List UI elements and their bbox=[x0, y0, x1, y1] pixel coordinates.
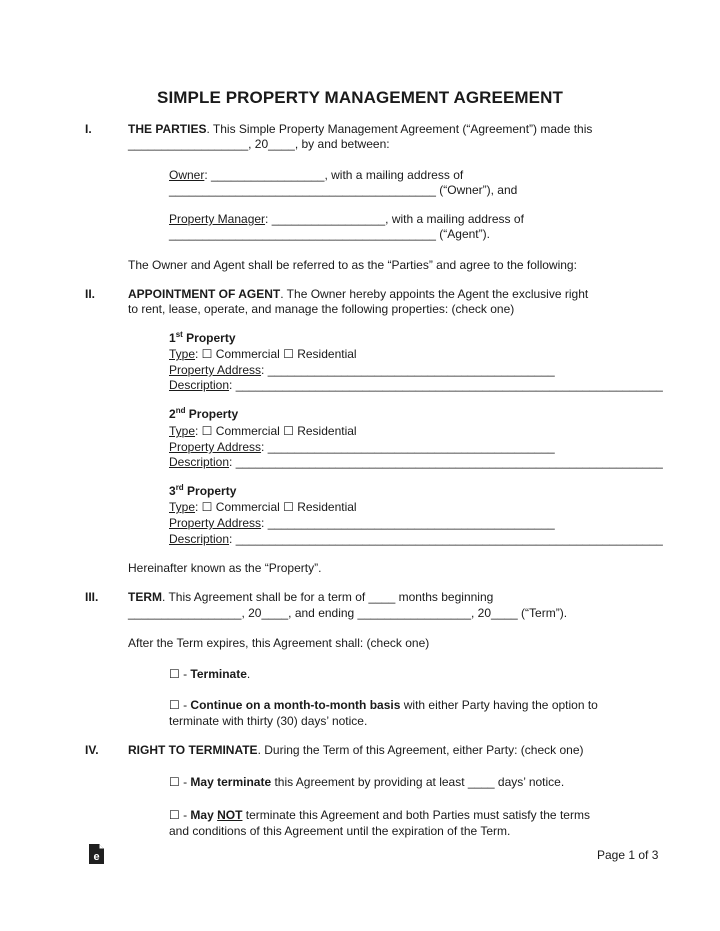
property-heading: 1st Property bbox=[169, 330, 236, 345]
eforms-logo-icon bbox=[87, 843, 105, 865]
property-type: Type: ☐ Commercial ☐ Residential bbox=[169, 424, 357, 438]
section-terminate-line1 bbox=[128, 743, 584, 758]
property-type: Type: ☐ Commercial ☐ Residential bbox=[169, 500, 357, 514]
terminate-option-may: ☐ - May terminate this Agreement by providing at least ____ days’ notice. bbox=[169, 775, 565, 789]
section-agent-line2: to rent, lease, operate, and manage the following properties: (check one) bbox=[128, 302, 515, 316]
section-text: . The Owner hereby appoints the Agent the exclusive right bbox=[280, 287, 589, 301]
owner-blank: : _________________, with a mailing address of bbox=[204, 168, 464, 182]
page-number: Page 1 of 3 bbox=[597, 848, 659, 862]
section-number: IV. bbox=[85, 743, 99, 757]
section-parties-line1 bbox=[128, 122, 592, 137]
checkbox-icon: ☐ - bbox=[169, 667, 191, 681]
owner-line1 bbox=[169, 168, 463, 183]
property-address: Property Address: ___________________________________________ bbox=[169, 363, 555, 377]
owner-line2: ________________________________________ (“Owner”), and bbox=[169, 183, 518, 197]
property-address: Property Address: ___________________________________________ bbox=[169, 440, 555, 454]
manager-line2: ________________________________________ (“Agent”). bbox=[169, 227, 490, 241]
section-heading: RIGHT TO TERMINATE bbox=[128, 743, 258, 757]
property-type: Type: ☐ Commercial ☐ Residential bbox=[169, 347, 357, 361]
property-description: Description: ________________________________________________________________ bbox=[169, 532, 663, 546]
section-text: . This Agreement shall be for a term of ____ months beginning bbox=[162, 590, 494, 604]
owner-label: Owner bbox=[169, 168, 205, 182]
property-address: Property Address: ___________________________________________ bbox=[169, 516, 555, 530]
checkbox-icon: ☐ - bbox=[169, 698, 191, 712]
terminate-option-may-not-line2: and conditions of this Agreement until the expiration of the Term. bbox=[169, 824, 511, 838]
term-option-continue-line2: terminate with thirty (30) days’ notice. bbox=[169, 714, 368, 728]
terminate-option-may-not: ☐ - May NOT terminate this Agreement and both Parties must satisfy the terms bbox=[169, 808, 590, 822]
section-heading: THE PARTIES bbox=[128, 122, 207, 136]
section-term-line2: _________________, 20____, and ending _________________, 20____ (“Term”). bbox=[128, 606, 568, 620]
section-agent-line1 bbox=[128, 287, 588, 302]
property-heading: 2nd Property bbox=[169, 406, 239, 421]
manager-blank: : _________________, with a mailing address of bbox=[265, 212, 524, 226]
manager-line1 bbox=[169, 212, 524, 227]
svg-text:e: e bbox=[93, 851, 100, 863]
section-heading: TERM bbox=[128, 590, 162, 604]
property-description: Description: ________________________________________________________________ bbox=[169, 455, 663, 469]
section-text: . This Simple Property Management Agreement (“Agreement”) made this bbox=[206, 122, 593, 136]
section-term-line1 bbox=[128, 590, 493, 605]
term-option-terminate: ☐ - Terminate. bbox=[169, 667, 251, 681]
section-number: I. bbox=[85, 122, 92, 136]
section-number: III. bbox=[85, 590, 99, 604]
section-heading: APPOINTMENT OF AGENT bbox=[128, 287, 281, 301]
section-parties-line2: __________________, 20____, by and between: bbox=[128, 137, 390, 151]
property-closing: Hereinafter known as the “Property”. bbox=[128, 561, 322, 575]
parties-closing: The Owner and Agent shall be referred to as the “Parties” and agree to the following: bbox=[128, 258, 577, 272]
document-title: SIMPLE PROPERTY MANAGEMENT AGREEMENT bbox=[157, 88, 563, 107]
term-after: After the Term expires, this Agreement shall: (check one) bbox=[128, 636, 430, 650]
term-option-continue: ☐ - Continue on a month-to-month basis with either Party having the option to bbox=[169, 698, 598, 712]
manager-label: Property Manager bbox=[169, 212, 266, 226]
checkbox-icon: ☐ - bbox=[169, 808, 191, 822]
property-description: Description: ________________________________________________________________ bbox=[169, 378, 663, 392]
section-number: II. bbox=[85, 287, 96, 301]
checkbox-icon: ☐ - bbox=[169, 775, 191, 789]
property-heading: 3rd Property bbox=[169, 483, 237, 498]
section-text: . During the Term of this Agreement, either Party: (check one) bbox=[257, 743, 584, 757]
